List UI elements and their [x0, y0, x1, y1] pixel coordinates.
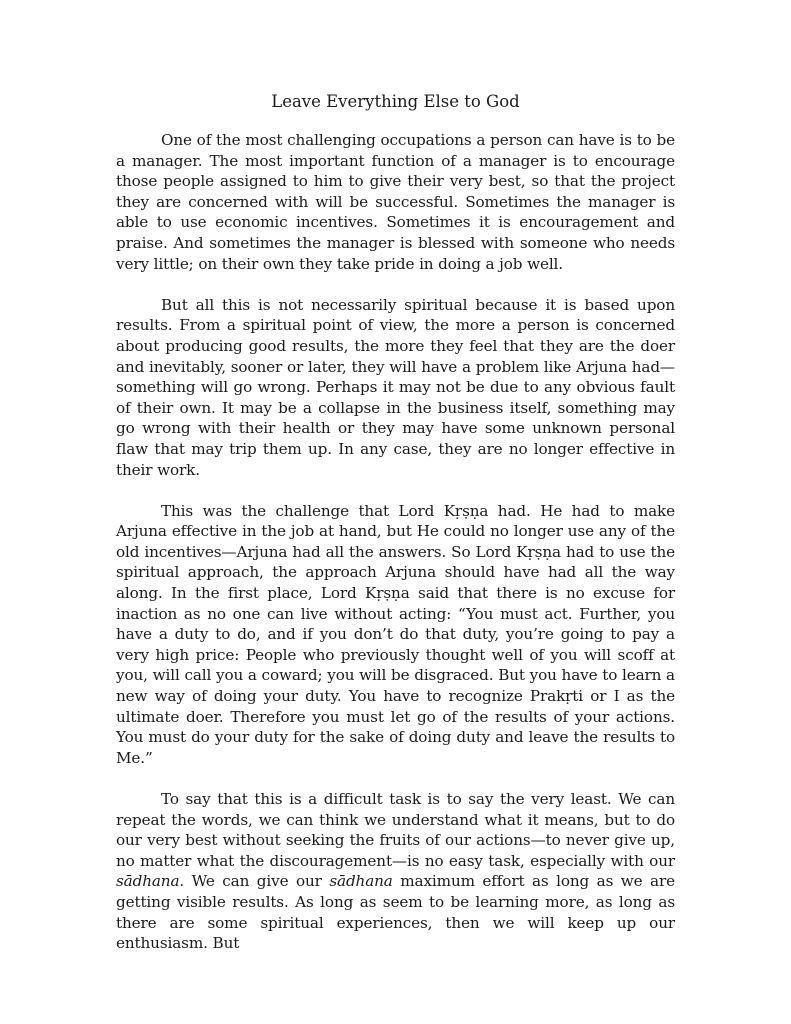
paragraph-3: This was the challenge that Lord Kṛṣṇa had. He had to make Arjuna effective in the job at hand, but He could no longer use any of the old incentives—Arjuna had all the answers. So Lord Kṛṣṇa had to use the spiritual approach, the approach Arjuna should have had all the way along. In the first place, Lord Kṛṣṇa said that there is no excuse for inaction as no one can live without acting: “You must act. Further, you have a duty to do, and if you don’t do that duty, you’re going to pay a very high price: People who previously thought well of you will scoff at you, will call you a coward; you will be disgraced. But you have to learn a new way of doing your duty. You have to recognize Prakṛti or I as the ultimate doer. Therefore you must let go of the results of your actions. You must do your duty for the sake of doing duty and leave the results to Me.”: [116, 501, 675, 767]
paragraph-4-text-b: . We can give our: [179, 872, 330, 891]
paragraph-1: One of the most challenging occupations a person can have is to be a manager. The most important function of a manager is to encourage those people assigned to him to give their very best, so that the project they are concerned with will be successful. Sometimes the manager is able to use economic incentives. Sometimes it is encouragement and praise. And sometimes the manager is blessed with someone who needs very little; on their own they take pride in doing a job well.: [116, 131, 675, 273]
paragraph-4-text-a: To say that this is a difficult task is to say the very least. We can repeat the words, we can think we understand what it means, but to do our very best without seeking the fruits of our actions—to never give up, no matter what the discouragement—is no easy task, especially with our: [116, 790, 675, 870]
document-page: [116, 90, 675, 974]
paragraph-2: But all this is not necessarily spiritual because it is based upon results. From a spiritual point of view, the more a person is concerned about producing good results, the more they feel that they are the doer and inevitably, sooner or later, they will have a problem like Arjuna had—something will go wrong. Perhaps it may not be due to any obvious fault of their own. It may be a collapse in the business itself, something may go wrong with their health or they may have some unknown personal flaw that may trip them up. In any case, they are no longer effective in their work.: [116, 295, 675, 479]
sadhana-term-1: sādhana: [116, 872, 180, 891]
paragraph-4-text-c: maximum effort as long as we are getting visible results. As long as seem to be learning more, as long as there are some spiritual experiences, then we will keep up our enthusiasm. But: [116, 872, 675, 953]
document-title: Leave Everything Else to God: [271, 92, 520, 111]
sadhana-term-2: sādhana: [329, 872, 393, 891]
paragraph-4: [116, 789, 675, 954]
